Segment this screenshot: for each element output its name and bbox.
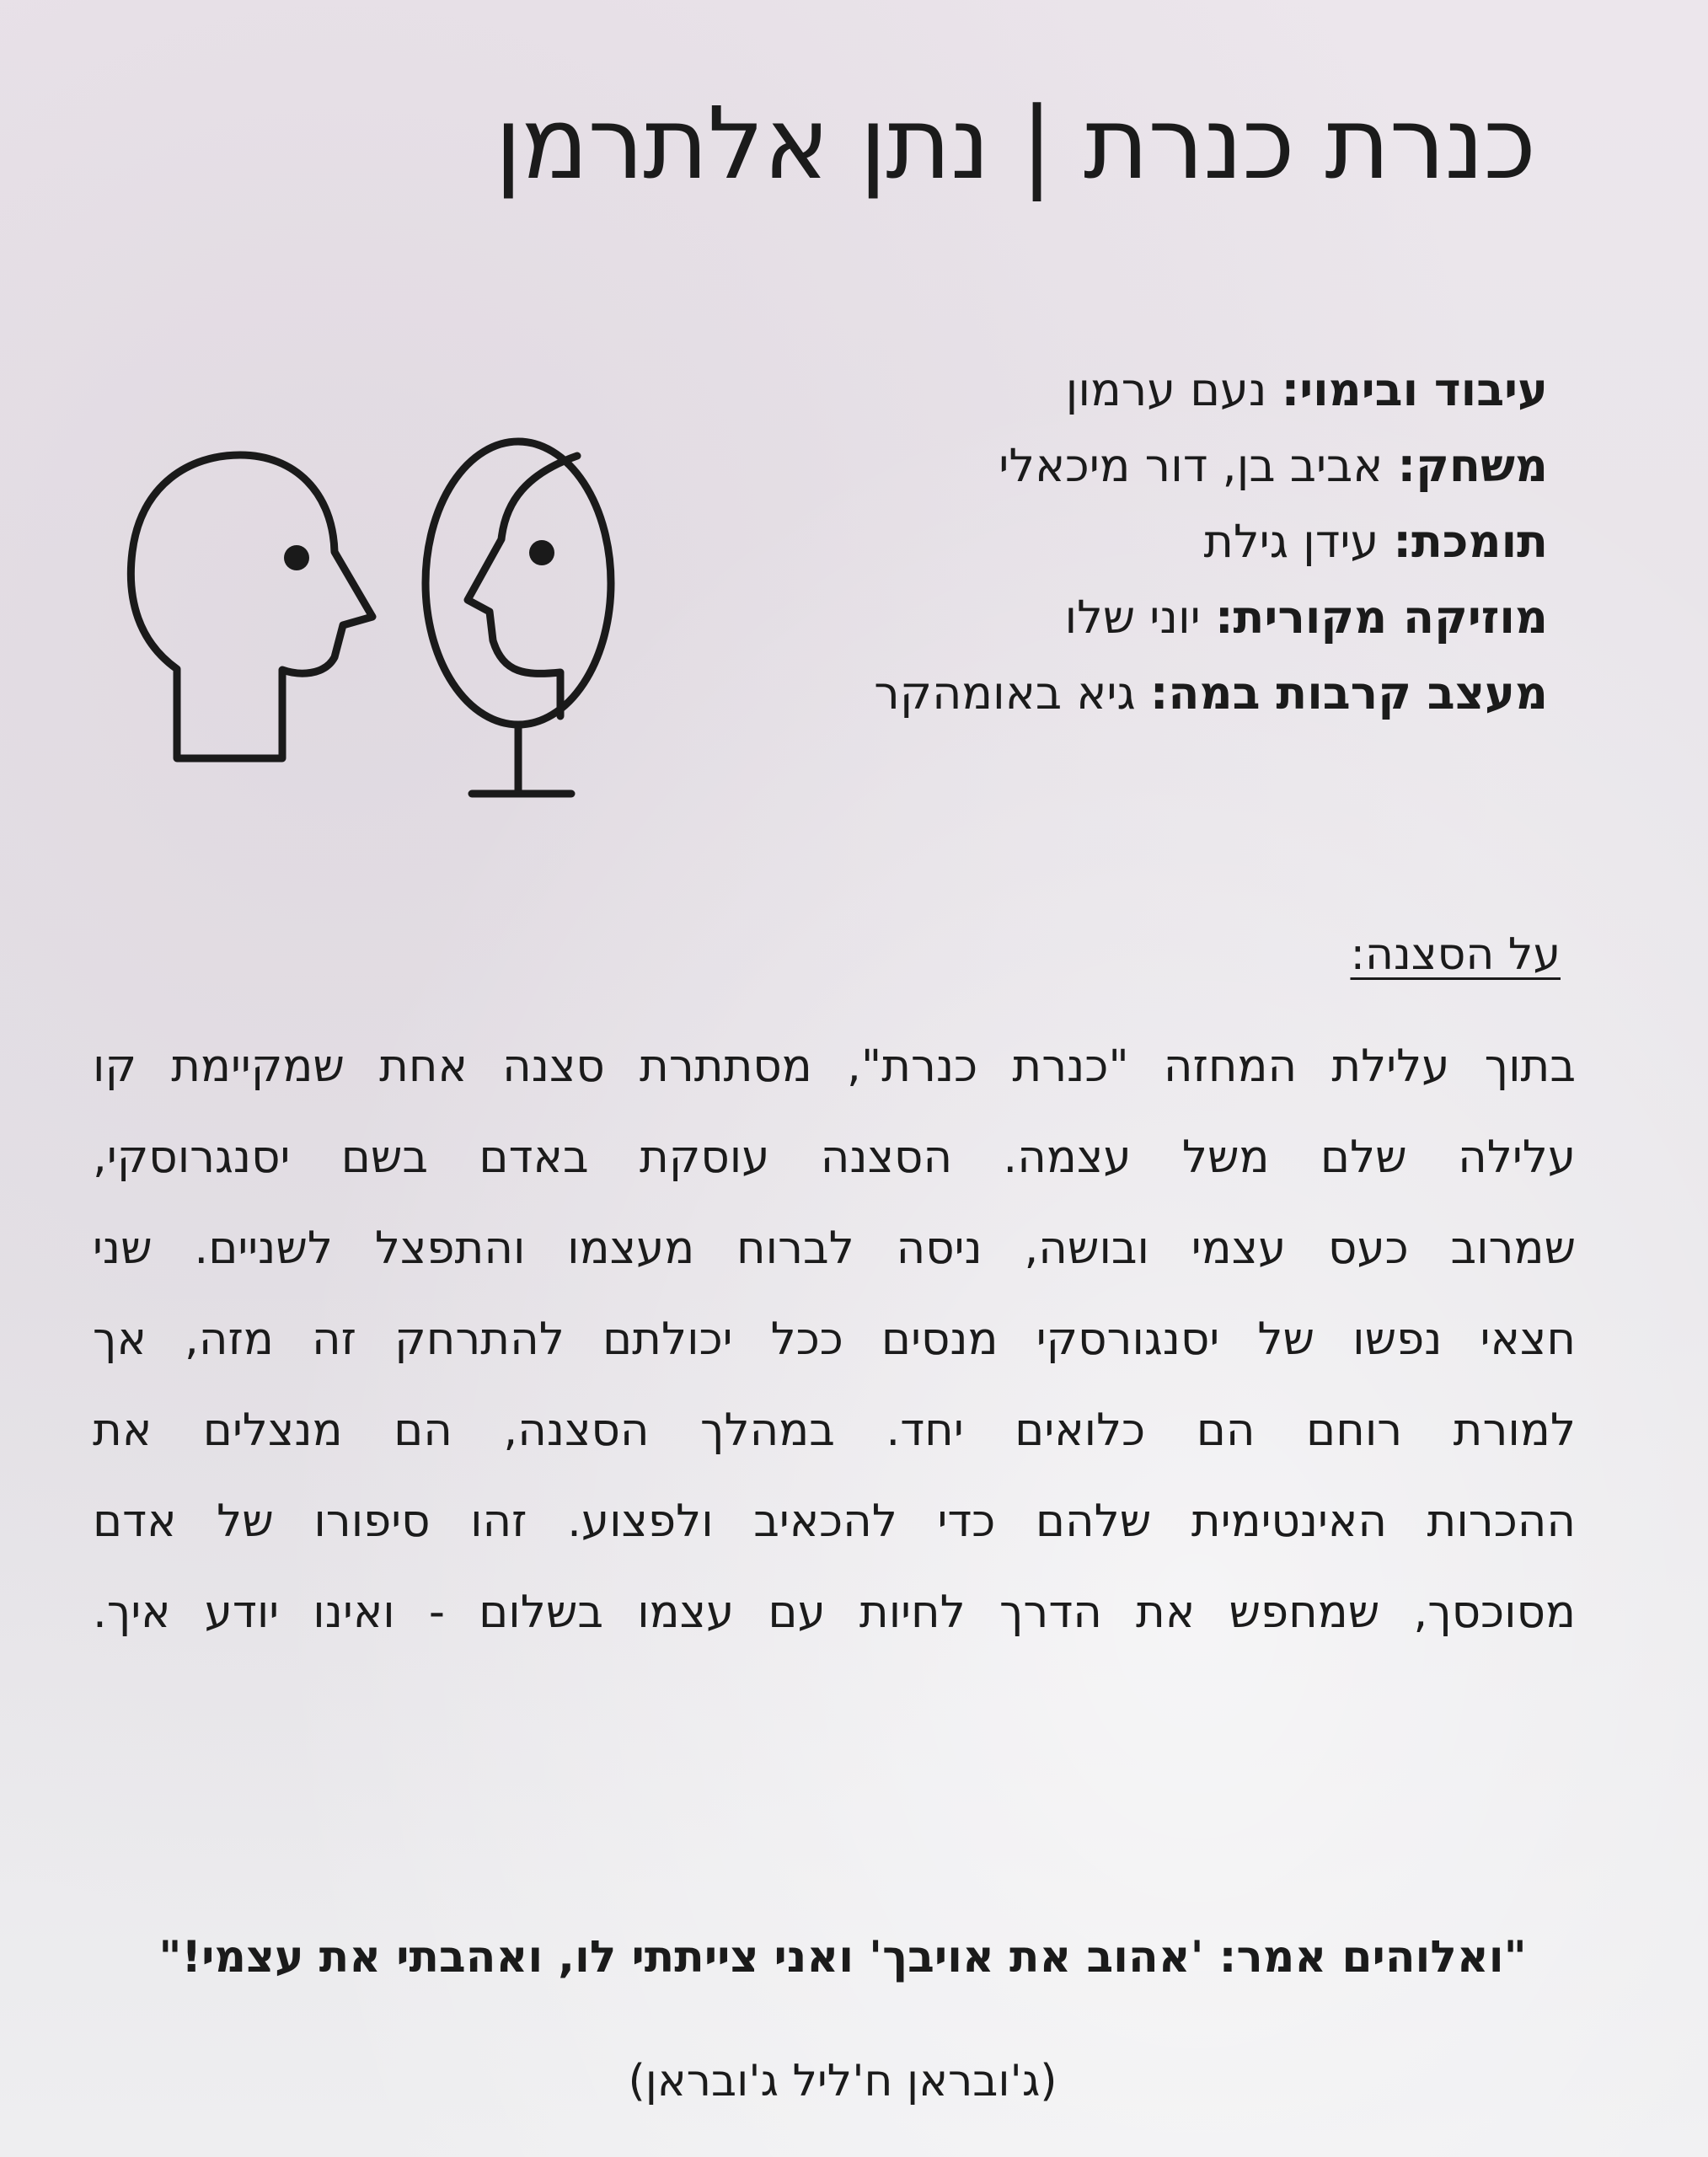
scene-line: עלילה שלם משל עצמה. הסצנה עוסקת באדם בשם יסנגרוסקי, <box>93 1132 1576 1183</box>
two-faces-mirror-icon <box>122 404 661 809</box>
credit-role: תומכת: <box>1393 515 1548 568</box>
credit-line-fight-design <box>621 656 1548 731</box>
credit-line-cast <box>621 428 1548 504</box>
scene-heading: על הסצנה: <box>1350 929 1561 980</box>
reflection-eye <box>529 540 554 565</box>
scene-line: חצאי נפשו של יסנגורסקי מנסים ככל יכולתם להתרחק זה מזה, אך <box>93 1314 1576 1365</box>
quote-attribution: (ג'ובראן ח'ליל ג'ובראן) <box>628 2056 1057 2106</box>
credit-name: יוני שלו <box>1064 591 1201 644</box>
credit-role: מעצב קרבות במה: <box>1149 666 1548 720</box>
credit-line-support <box>621 504 1548 580</box>
credit-role: משחק: <box>1397 439 1548 492</box>
credit-name: גיא באומהקר <box>874 666 1136 720</box>
head-profile-outline <box>131 455 372 758</box>
scene-line: למורת רוחם הם כלואים יחד. במהלך הסצנה, הם מנצלים את <box>93 1405 1576 1456</box>
scene-line: בתוך עלילת המחזה "כנרת כנרת", מסתתרת סצנה אחת שמקיימת קו <box>93 1041 1576 1092</box>
credit-line-music <box>621 580 1548 656</box>
credits-list <box>621 352 1548 731</box>
closing-quote: "ואלוהים אמר: 'אהוב את אויבך' ואני צייתתי לו, ואהבתי את עצמי!" <box>158 1932 1527 1983</box>
credit-role: מוזיקה מקורית: <box>1214 591 1548 644</box>
credit-role: עיבוד ובימוי: <box>1281 363 1548 416</box>
mirror-frame <box>426 442 611 725</box>
credit-name: נעם ערמון <box>1065 363 1267 416</box>
page-title: כנרת כנרת | נתן אלתרמן <box>495 85 1535 201</box>
head-eye <box>284 545 309 570</box>
credit-name: עידן גילת <box>1203 515 1379 568</box>
scene-line: מסוכסך, שמחפש את הדרך לחיות עם עצמו בשלום - ואינו יודע איך. <box>93 1587 1576 1638</box>
scene-description <box>93 1021 1576 1658</box>
scene-line: שמרוב כעס עצמי ובושה, ניסה לברוח מעצמו והתפצל לשניים. שני <box>93 1223 1576 1274</box>
credit-name: אביב בן, דור מיכאלי <box>999 439 1384 492</box>
scene-line: ההכרות האינטימית שלהם כדי להכאיב ולפצוע. זהו סיפורו של אדם <box>93 1496 1576 1547</box>
mirror-reflection-profile <box>468 456 577 716</box>
credit-line-adaptation <box>621 352 1548 428</box>
